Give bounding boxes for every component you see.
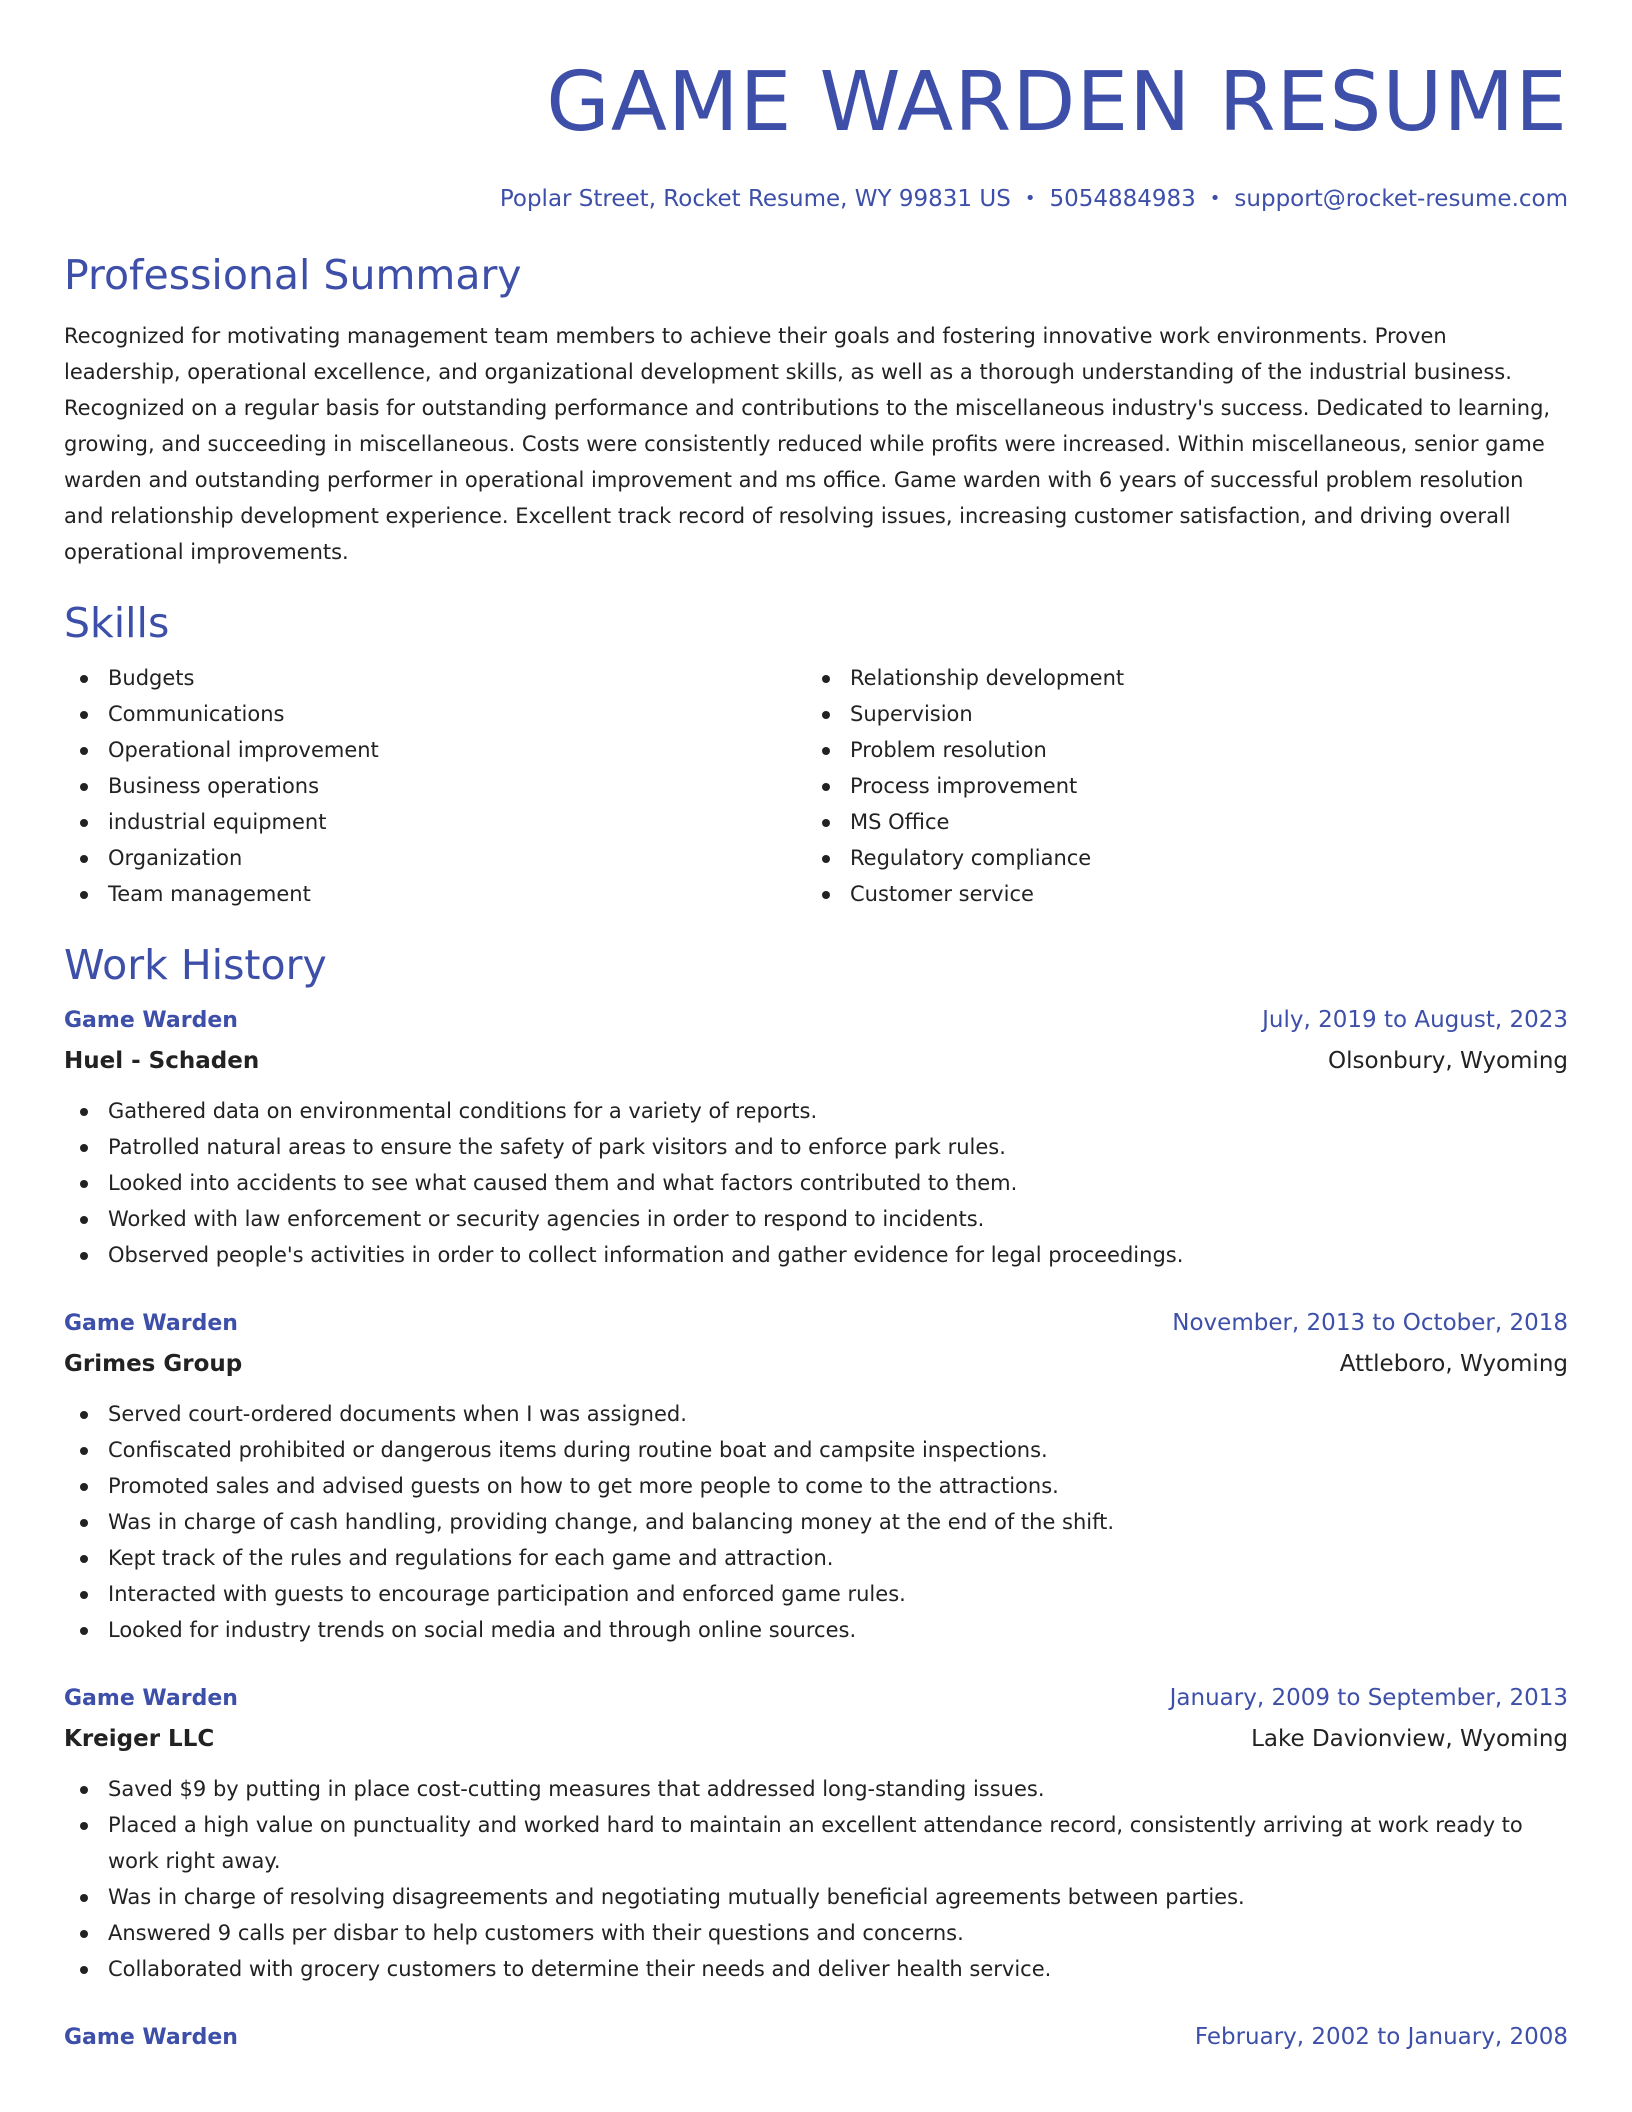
skill-item: Regulatory compliance <box>806 840 1548 876</box>
duty-item: Placed a high value on punctuality and worked hard to maintain an excellent attendance record, consistently arriving at work ready to work right away. <box>64 1807 1568 1879</box>
skill-item: Business operations <box>64 768 806 804</box>
duty-item: Interacted with guests to encourage participation and enforced game rules. <box>64 1576 1568 1612</box>
job-position: Game Warden <box>64 1311 238 1336</box>
resume-title: GAME WARDEN RESUME <box>546 55 1568 150</box>
skills-heading: Skills <box>64 599 170 647</box>
job-duties-list <box>64 1396 1568 1648</box>
contact-address: Poplar Street, Rocket Resume, WY 99831 US <box>499 186 1011 212</box>
job-title-row <box>64 1000 1568 1041</box>
skill-item: Customer service <box>806 876 1548 912</box>
job-position: Game Warden <box>64 1008 238 1033</box>
duty-item: Saved $9 by putting in place cost-cutting measures that addressed long-standing issues. <box>64 1771 1568 1807</box>
job-position: Game Warden <box>64 1686 238 1711</box>
job-duties-list <box>64 1093 1568 1273</box>
job-entry <box>64 1678 1568 1987</box>
skill-item: Operational improvement <box>64 732 806 768</box>
duty-item: Observed people's activities in order to collect information and gather evidence for legal proceedings. <box>64 1237 1568 1273</box>
skill-item: Budgets <box>64 660 806 696</box>
job-position: Game Warden <box>64 2025 238 2050</box>
work-history-heading: Work History <box>64 941 327 989</box>
contact-line <box>64 184 1568 214</box>
jobs-list <box>64 1000 1568 2058</box>
professional-summary-heading: Professional Summary <box>64 251 522 299</box>
contact-email[interactable]: support@rocket-resume.com <box>1234 186 1568 212</box>
contact-separator: • <box>1209 188 1221 209</box>
skill-item: Relationship development <box>806 660 1548 696</box>
duty-item: Was in charge of cash handling, providing change, and balancing money at the end of the shift. <box>64 1504 1568 1540</box>
duty-item: Worked with law enforcement or security agencies in order to respond to incidents. <box>64 1201 1568 1237</box>
duty-item: Gathered data on environmental conditions for a variety of reports. <box>64 1093 1568 1129</box>
job-location: Olsonbury, Wyoming <box>1328 1048 1568 1074</box>
job-company: Grimes Group <box>64 1351 243 1377</box>
skills-list-right <box>806 660 1548 912</box>
resume-header <box>64 48 1568 214</box>
job-location: Lake Davionview, Wyoming <box>1251 1726 1568 1752</box>
contact-separator: • <box>1024 188 1036 209</box>
professional-summary-text: Recognized for motivating management team members to achieve their goals and fostering innovative work environments. Proven leadership, operational excellence, and organizational development skills, as well as a thorough understanding of the industrial business. Recognized on a regular basis for outstanding performance and contributions to the miscellaneous industry's success. Dedicated to learning, growing, and succeeding in miscellaneous. Costs were consistently reduced while profits were increased. Within miscellaneous, senior game warden and outstanding performer in operational improvement and ms office. Game warden with 6 years of successful problem resolution and relationship development experience. Excellent track record of resolving issues, increasing customer satisfaction, and driving overall operational improvements. <box>64 324 1551 564</box>
duty-item: Promoted sales and advised guests on how to get more people to come to the attractions. <box>64 1468 1568 1504</box>
duty-item: Kept track of the rules and regulations for each game and attraction. <box>64 1540 1568 1576</box>
job-dates: July, 2019 to August, 2023 <box>1262 1007 1568 1033</box>
skill-item: Problem resolution <box>806 732 1548 768</box>
skill-item: industrial equipment <box>64 804 806 840</box>
contact-phone: 5054884983 <box>1049 186 1196 212</box>
job-duties-list <box>64 1771 1568 1987</box>
job-dates: January, 2009 to September, 2013 <box>1169 1685 1568 1711</box>
duty-item: Served court-ordered documents when I was assigned. <box>64 1396 1568 1432</box>
duty-item: Looked into accidents to see what caused them and what factors contributed to them. <box>64 1165 1568 1201</box>
job-company-row <box>64 1344 1568 1384</box>
job-dates: November, 2013 to October, 2018 <box>1172 1310 1568 1336</box>
skill-item: Supervision <box>806 696 1548 732</box>
duty-item: Was in charge of resolving disagreements and negotiating mutually beneficial agreements between parties. <box>64 1879 1568 1915</box>
work-history-section <box>64 938 1568 2058</box>
duty-item: Looked for industry trends on social media and through online sources. <box>64 1612 1568 1648</box>
skill-item: Team management <box>64 876 806 912</box>
duty-item: Patrolled natural areas to ensure the safety of park visitors and to enforce park rules. <box>64 1129 1568 1165</box>
job-location: Attleboro, Wyoming <box>1339 1351 1568 1377</box>
job-entry <box>64 2017 1568 2058</box>
duty-item: Collaborated with grocery customers to determine their needs and deliver health service. <box>64 1951 1568 1987</box>
job-dates: February, 2002 to January, 2008 <box>1194 2024 1568 2050</box>
job-title-row <box>64 1303 1568 1344</box>
skill-item: Process improvement <box>806 768 1548 804</box>
job-company-row <box>64 1041 1568 1081</box>
duty-item: Answered 9 calls per disbar to help customers with their questions and concerns. <box>64 1915 1568 1951</box>
skills-grid <box>64 660 1568 912</box>
skill-item: Communications <box>64 696 806 732</box>
skills-list-left <box>64 660 806 912</box>
skills-section <box>64 596 1568 912</box>
professional-summary-section <box>64 248 1568 570</box>
job-company-row <box>64 1719 1568 1759</box>
job-company: Kreiger LLC <box>64 1726 215 1752</box>
skill-item: Organization <box>64 840 806 876</box>
job-entry <box>64 1303 1568 1648</box>
duty-item: Confiscated prohibited or dangerous items during routine boat and campsite inspections. <box>64 1432 1568 1468</box>
job-entry <box>64 1000 1568 1273</box>
job-company: Huel - Schaden <box>64 1048 260 1074</box>
job-title-row <box>64 1678 1568 1719</box>
skill-item: MS Office <box>806 804 1548 840</box>
job-title-row <box>64 2017 1568 2058</box>
